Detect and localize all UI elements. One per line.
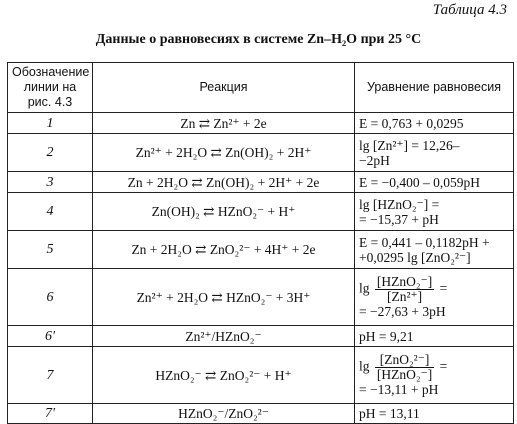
table-row <box>8 326 514 347</box>
row-reaction: Zn²⁺ + 2H₂O ⇄ Zn(OH)₂ + 2H⁺ <box>93 134 355 172</box>
row-reaction: HZnO₂⁻ ⇄ ZnO₂²⁻ + H⁺ <box>93 347 355 404</box>
row-equation <box>355 113 514 134</box>
row-equation <box>355 193 514 231</box>
equation-line: E = −0,400 – 0,059pH <box>359 174 480 190</box>
equation-line: lg [HZnO₂⁻] = <box>359 196 440 212</box>
equation-line-2: −2pH <box>359 152 390 168</box>
equilibria-table <box>7 62 514 424</box>
fraction-numerator: [ZnO₂²⁻] <box>375 353 434 368</box>
fraction-denominator: [Zn²⁺] <box>386 289 423 304</box>
equation-suffix: = <box>439 358 448 374</box>
fraction-denominator: [HZnO₂⁻] <box>376 367 433 382</box>
row-reaction: Zn + 2H₂O ⇄ Zn(OH)₂ + 2H⁺ + 2e <box>93 172 355 193</box>
row-reaction: HZnO₂⁻/ZnO₂²⁻ <box>93 404 355 424</box>
table-row <box>8 172 514 193</box>
row-reaction: Zn²⁺/HZnO₂⁻ <box>93 326 355 347</box>
row-label: 6′ <box>8 326 93 347</box>
header-reaction: Реакция <box>93 63 355 113</box>
equation-fraction-line <box>359 353 509 382</box>
header-equation: Уравнение равновесия <box>355 63 514 113</box>
equation-line-2: = −15,37 + pH <box>359 211 439 227</box>
row-label: 1 <box>8 113 93 134</box>
row-equation <box>355 172 514 193</box>
table-row <box>8 404 514 424</box>
equation-line-2: = −13,11 + pH <box>359 382 439 397</box>
equation-line: E = 0,441 – 0,1182pH + <box>359 234 490 250</box>
row-reaction: Zn ⇄ Zn²⁺ + 2e <box>93 113 355 134</box>
row-label: 5 <box>8 231 93 269</box>
equation-line: pH = 9,21 <box>359 328 414 344</box>
table-title: Данные о равновесиях в системе Zn–H₂O при 25 °C <box>95 32 422 47</box>
equation-prefix: lg <box>359 358 370 374</box>
table-row <box>8 193 514 231</box>
row-label: 7′ <box>8 404 93 424</box>
row-label: 7 <box>8 347 93 404</box>
equation-line-2: = −27,63 + 3pH <box>359 304 446 319</box>
fraction <box>375 275 434 304</box>
row-equation <box>355 231 514 269</box>
row-label: 4 <box>8 193 93 231</box>
equation-line: pH = 13,11 <box>359 406 420 421</box>
table-number: Таблица 4.3 <box>432 2 507 18</box>
row-reaction: Zn + 2H₂O ⇄ ZnO₂²⁻ + 4H⁺ + 2e <box>93 231 355 269</box>
table-row <box>8 134 514 172</box>
row-equation <box>355 404 514 424</box>
equation-line-2: +0,0295 lg [ZnO₂²⁻] <box>359 249 471 265</box>
equation-prefix: lg <box>359 280 370 296</box>
table-row <box>8 347 514 404</box>
row-reaction: Zn²⁺ + 2H₂O ⇄ HZnO₂⁻ + 3H⁺ <box>93 269 355 326</box>
table-row <box>8 231 514 269</box>
fraction <box>375 353 434 382</box>
equation-suffix: = <box>439 280 448 296</box>
equation-fraction-line <box>359 275 509 304</box>
row-equation <box>355 326 514 347</box>
table-row <box>8 269 514 326</box>
row-label: 3 <box>8 172 93 193</box>
row-label: 2 <box>8 134 93 172</box>
row-equation <box>355 347 514 404</box>
table-row <box>8 113 514 134</box>
header-row <box>8 63 514 113</box>
row-equation <box>355 134 514 172</box>
row-label: 6 <box>8 269 93 326</box>
equation-line: E = 0,763 + 0,0295 <box>359 115 464 131</box>
equation-line: lg [Zn²⁺] = 12,26– <box>359 137 460 153</box>
row-equation <box>355 269 514 326</box>
fraction-numerator: [HZnO₂⁻] <box>376 274 433 289</box>
row-reaction: Zn(OH)₂ ⇄ HZnO₂⁻ + H⁺ <box>93 193 355 231</box>
header-label: Обозначение линии на рис. 4.3 <box>8 63 93 113</box>
